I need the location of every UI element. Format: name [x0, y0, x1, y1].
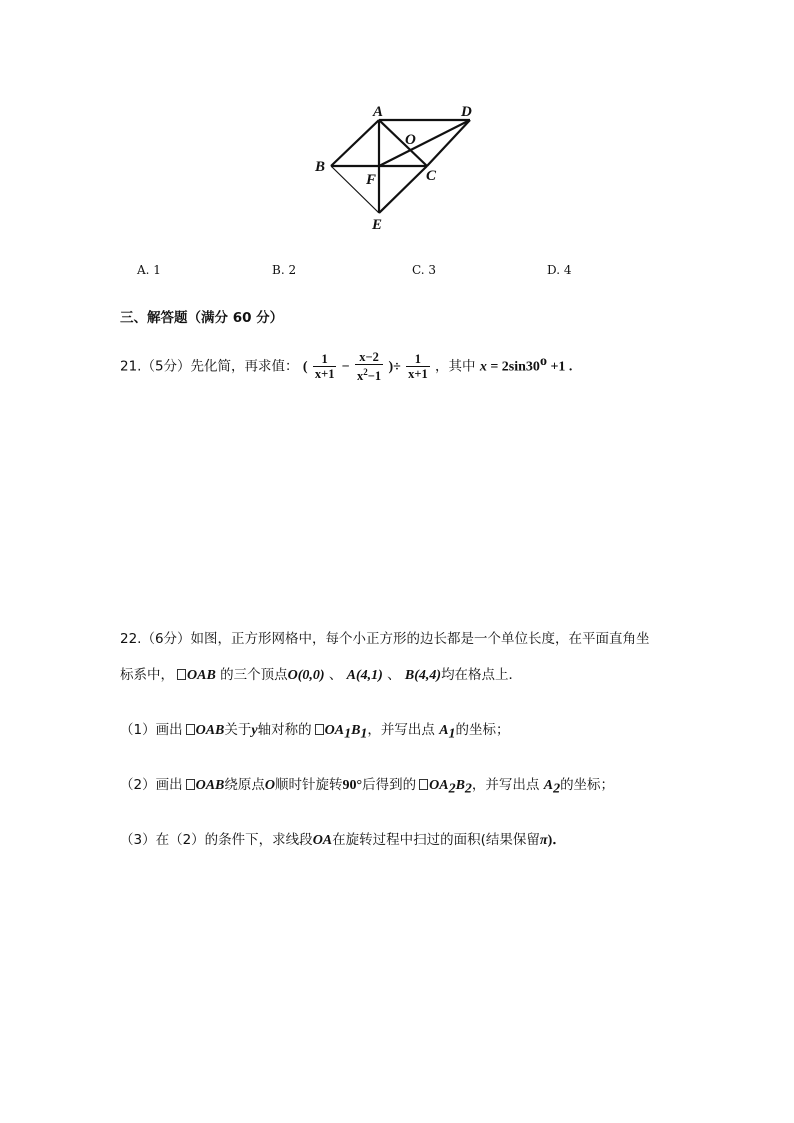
q22-p1-t2: B [351, 723, 361, 738]
label-A: A [373, 104, 384, 120]
q21-frac2-den-exp: 2 [363, 367, 368, 377]
q21-frac2-numerator: x−2 [355, 350, 383, 365]
q22-p3-b: 在旋转过程中扫过的面积(结果保留 [332, 832, 540, 848]
q22-p1-t: OA [324, 723, 345, 738]
question-22-line-2 [120, 666, 522, 685]
option-d: D. 4 [547, 263, 572, 277]
q22-p2-d: 后得到的 [362, 777, 417, 793]
rhombus-figure [300, 96, 500, 236]
question-22-part-1 [120, 721, 510, 744]
q21-mid-text: ，其中 [435, 358, 476, 375]
q22-p1-a: （1）画出 [120, 722, 183, 738]
segment-FD [379, 120, 470, 166]
q22-p1-t-sub: 1 [344, 726, 352, 742]
q22-p2-pt-sub: 2 [553, 781, 561, 797]
q22-p2-angle: 90° [342, 778, 363, 793]
q21-frac1-denominator: x+1 [314, 367, 335, 382]
q22-sep-1: 、 [324, 667, 347, 683]
question-22-line-1: 22.（6分）如图，正方形网格中，每个小正方形的边长都是一个单位长度，在平面直角坐 [120, 631, 650, 647]
triangle-symbol-icon [177, 669, 186, 680]
q22-p1-y: y [251, 723, 258, 738]
q22-p3-c: )． [547, 833, 567, 848]
q21-cond-deg: o [539, 354, 547, 370]
label-B: B [315, 159, 326, 175]
q22-p2-t-sub: 2 [448, 781, 456, 797]
q22-p3-OA: OA [312, 833, 333, 848]
q21-fraction-3 [406, 352, 430, 381]
triangle-symbol-icon [186, 779, 195, 790]
q22-p2-oab: OAB [195, 778, 225, 793]
label-F: F [366, 172, 377, 188]
q22-point-A: A(4,1) [346, 668, 383, 683]
q22-p1-c: 轴对称的 [257, 722, 312, 738]
q22-point-B: B(4,4) [404, 668, 442, 683]
q22-p1-t2-sub: 1 [360, 726, 368, 742]
question-22-part-2 [120, 776, 614, 799]
q22-p1-b: 关于 [224, 722, 252, 738]
q21-cond-tail: +1 . [546, 359, 573, 375]
question-21 [120, 350, 572, 383]
q22-line2-b: 的三个顶点 [215, 667, 288, 683]
q21-frac2-denominator [355, 365, 383, 383]
q21-lparen: ( [302, 359, 308, 375]
triangle-symbol-icon [419, 779, 428, 790]
q21-fraction-2 [355, 350, 383, 383]
q22-oab: OAB [187, 668, 216, 683]
option-c: C. 3 [412, 263, 437, 277]
q22-p2-e: ，并写出点 [471, 777, 544, 793]
q22-p3-pi: π [539, 833, 548, 848]
label-D: D [461, 104, 472, 120]
q22-p2-c: 顺时针旋转 [275, 777, 343, 793]
q22-line2-a: 标系中， [120, 667, 174, 683]
q22-p2-f: 的坐标； [560, 777, 615, 793]
q21-frac2-den-rest: −1 [367, 369, 382, 384]
q22-p1-pt: A [439, 723, 449, 738]
section-title: 三、解答题（满分 60 分） [120, 310, 284, 326]
segment-DC [427, 120, 470, 166]
q21-cond-expr: = 2sin30 [486, 359, 540, 375]
q22-p2-pt: A [543, 778, 554, 793]
q21-cond-var: x [479, 359, 487, 375]
q22-p1-oab: OAB [195, 723, 225, 738]
q22-p2-O: O [264, 778, 276, 793]
q22-p2-t2: B [455, 778, 465, 793]
q21-rparen-div: )÷ [388, 359, 401, 375]
q21-frac3-numerator: 1 [406, 352, 430, 367]
q22-p2-b: 绕原点 [224, 777, 265, 793]
q22-p1-d: ，并写出点 [367, 722, 440, 738]
q21-frac3-denominator: x+1 [408, 367, 428, 382]
segment-CE [379, 166, 427, 213]
question-22-part-3 [120, 831, 566, 850]
q22-point-O: O(0,0) [287, 668, 325, 683]
option-a: A. 1 [137, 263, 161, 277]
q21-frac2-den-base: x [357, 369, 364, 384]
label-C: C [426, 168, 437, 184]
q22-p2-t: OA [429, 778, 449, 793]
q22-p3-a: （3）在（2）的条件下，求线段 [120, 832, 313, 848]
q22-sep-2: 、 [382, 667, 405, 683]
q22-p2-a: （2）画出 [120, 777, 183, 793]
segment-AB [331, 120, 379, 166]
q21-frac1-numerator: 1 [313, 352, 337, 367]
q21-minus: − [341, 359, 350, 375]
q22-p1-e: 的坐标； [455, 722, 510, 738]
q22-p2-t2-sub: 2 [464, 781, 472, 797]
answer-options [0, 263, 794, 283]
q22-p1-pt-sub: 1 [448, 726, 456, 742]
triangle-symbol-icon [315, 724, 324, 735]
q21-fraction-1 [313, 352, 337, 381]
q21-prefix: 21.（5分）先化简，再求值： [120, 358, 299, 375]
label-E: E [372, 217, 383, 233]
q22-line2-e: 均在格点上． [441, 667, 523, 683]
option-b: B. 2 [272, 263, 297, 277]
label-O: O [405, 132, 416, 148]
triangle-symbol-icon [186, 724, 195, 735]
segment-AC [379, 120, 427, 166]
